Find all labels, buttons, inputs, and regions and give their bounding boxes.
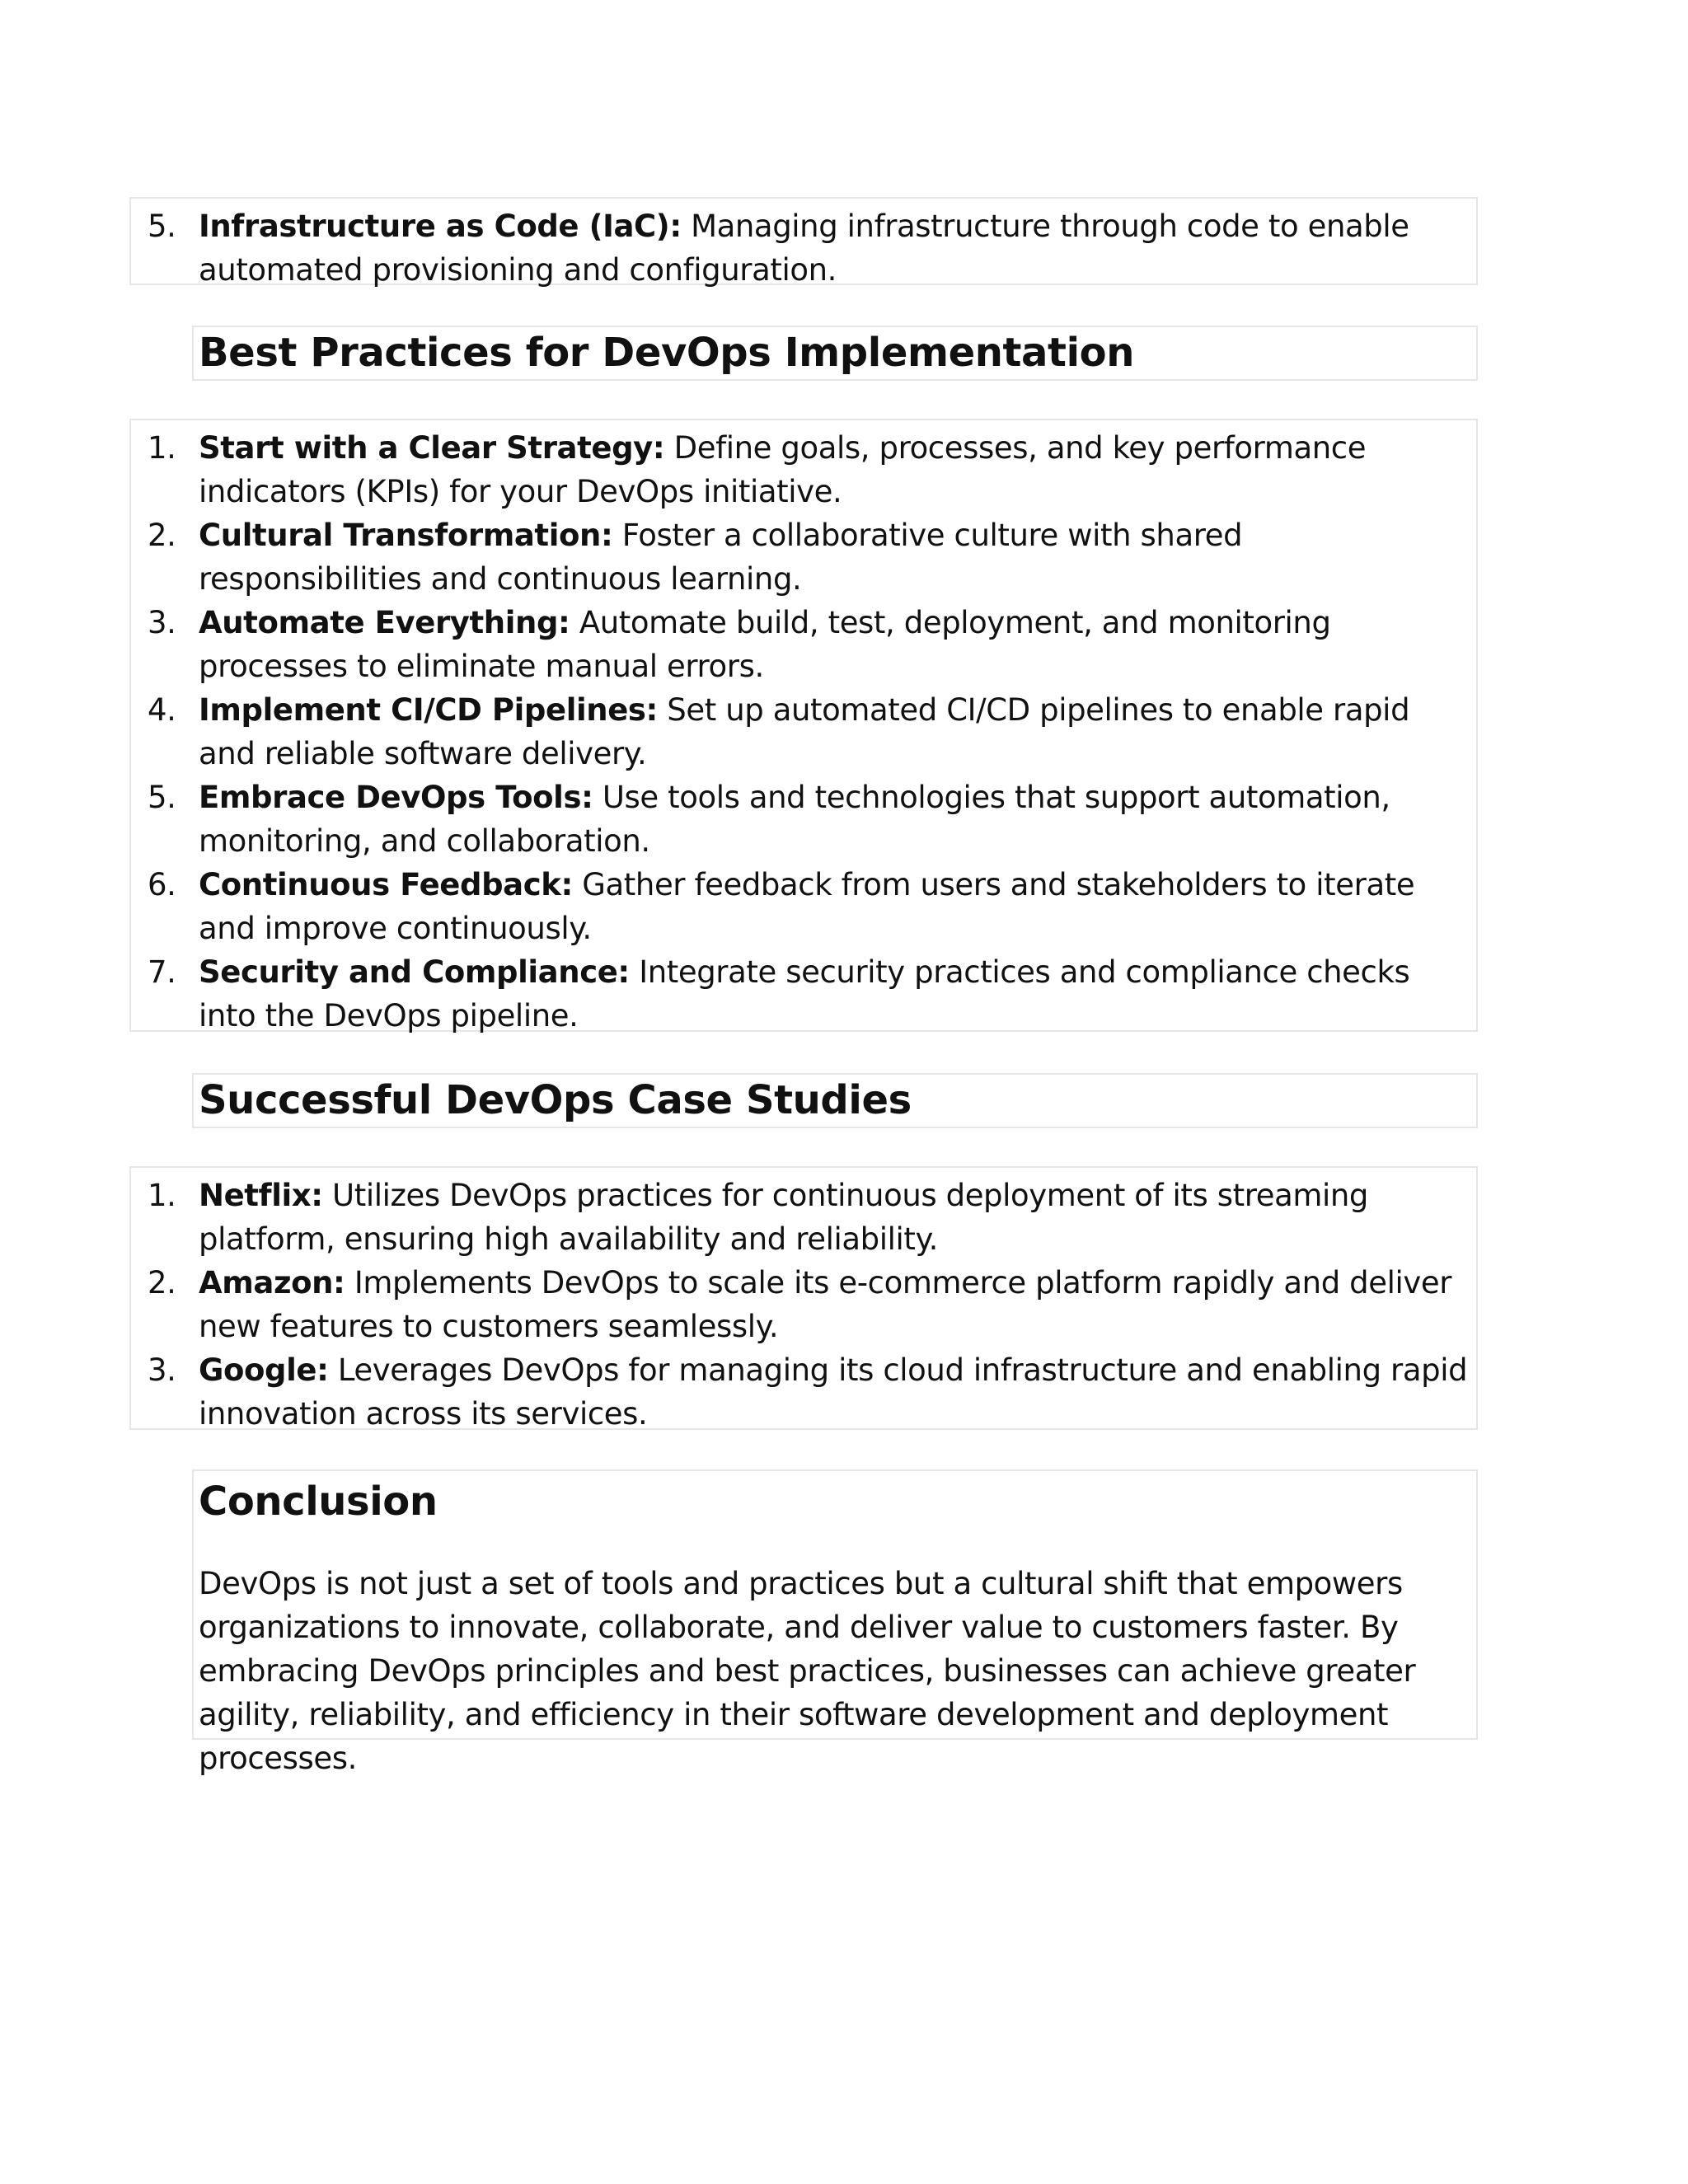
list-item — [131, 1348, 1476, 1436]
list-item — [131, 1261, 1476, 1348]
conclusion-paragraph: DevOps is not just a set of tools and practices but a cultural shift that empowers organizations to innovate, collaborate, and deliver value to customers faster. By embracing DevOps principles and best practices, businesses can achieve greater agility, reliability, and efficiency in their software development and deployment processes. — [199, 1566, 1416, 1776]
list-item-number: 2. — [148, 518, 176, 553]
best-practices-list — [129, 419, 1478, 1032]
list-item-title: Google: — [199, 1352, 329, 1388]
list-item-text: Set up automated CI/CD pipelines to enable rapid and reliable software delivery. — [199, 692, 1410, 771]
list-item-title: Continuous Feedback: — [199, 867, 573, 902]
top-list — [129, 197, 1478, 288]
list-item-text: Utilizes DevOps practices for continuous deployment of its streaming platform, ensuring high availability and reliability. — [199, 1178, 1369, 1257]
list-item-text: Gather feedback from users and stakeholders to iterate and improve continuously. — [199, 867, 1415, 946]
list-item-text: Foster a collaborative culture with shared responsibilities and continuous learning. — [199, 518, 1243, 597]
list-item-number: 7. — [148, 954, 176, 990]
list-item-text: Managing infrastructure through code to enable automated provisioning and configuration. — [199, 209, 1409, 288]
list-item — [131, 513, 1476, 601]
case-studies-list — [129, 1166, 1478, 1430]
list-item-title: Netflix: — [199, 1178, 323, 1213]
list-item-text: Define goals, processes, and key performance indicators (KPIs) for your DevOps initiative. — [199, 430, 1367, 509]
list-item-number: 5. — [148, 780, 176, 815]
list-item — [131, 950, 1476, 1038]
list-item-title: Embrace DevOps Tools: — [199, 780, 593, 815]
list-item-text: Leverages DevOps for managing its cloud infrastructure and enabling rapid innovation across its services. — [199, 1352, 1468, 1432]
list-item-title: Infrastructure as Code (IaC): — [199, 209, 682, 244]
list-item-number: 6. — [148, 867, 176, 902]
list-item-number: 1. — [148, 430, 176, 466]
list-item-title: Automate Everything: — [199, 605, 570, 640]
conclusion-heading: Conclusion — [199, 1479, 438, 1525]
list-item — [131, 426, 1476, 513]
list-item-number: 3. — [148, 1352, 176, 1388]
list-item-text: Integrate security practices and compliance checks into the DevOps pipeline. — [199, 954, 1410, 1033]
list-item — [131, 601, 1476, 688]
list-item-number: 4. — [148, 692, 176, 728]
best-practices-heading-box — [192, 326, 1478, 381]
list-item-title: Implement CI/CD Pipelines: — [199, 692, 658, 728]
list-item-title: Security and Compliance: — [199, 954, 630, 990]
case-studies-heading: Successful DevOps Case Studies — [199, 1077, 912, 1123]
list-item-number: 3. — [148, 605, 176, 640]
list-item-text: Automate build, test, deployment, and monitoring processes to eliminate manual errors. — [199, 605, 1331, 684]
list-item — [131, 1174, 1476, 1261]
case-studies-heading-box — [192, 1073, 1478, 1128]
list-item — [131, 776, 1476, 863]
list-item-title: Cultural Transformation: — [199, 518, 613, 553]
list-item-text: Use tools and technologies that support automation, monitoring, and collaboration. — [199, 780, 1390, 859]
list-item — [131, 863, 1476, 950]
list-item-number: 2. — [148, 1265, 176, 1301]
list-item — [131, 688, 1476, 776]
list-item-number: 1. — [148, 1178, 176, 1213]
list-item-title: Amazon: — [199, 1265, 345, 1301]
best-practices-heading: Best Practices for DevOps Implementation — [199, 330, 1134, 376]
list-item-text: Implements DevOps to scale its e-commerce platform rapidly and deliver new features to customers seamlessly. — [199, 1265, 1452, 1344]
list-item-title: Start with a Clear Strategy: — [199, 430, 665, 466]
list-item — [131, 204, 1476, 292]
list-item-number: 5. — [148, 209, 176, 244]
conclusion-section — [192, 1469, 1478, 1776]
